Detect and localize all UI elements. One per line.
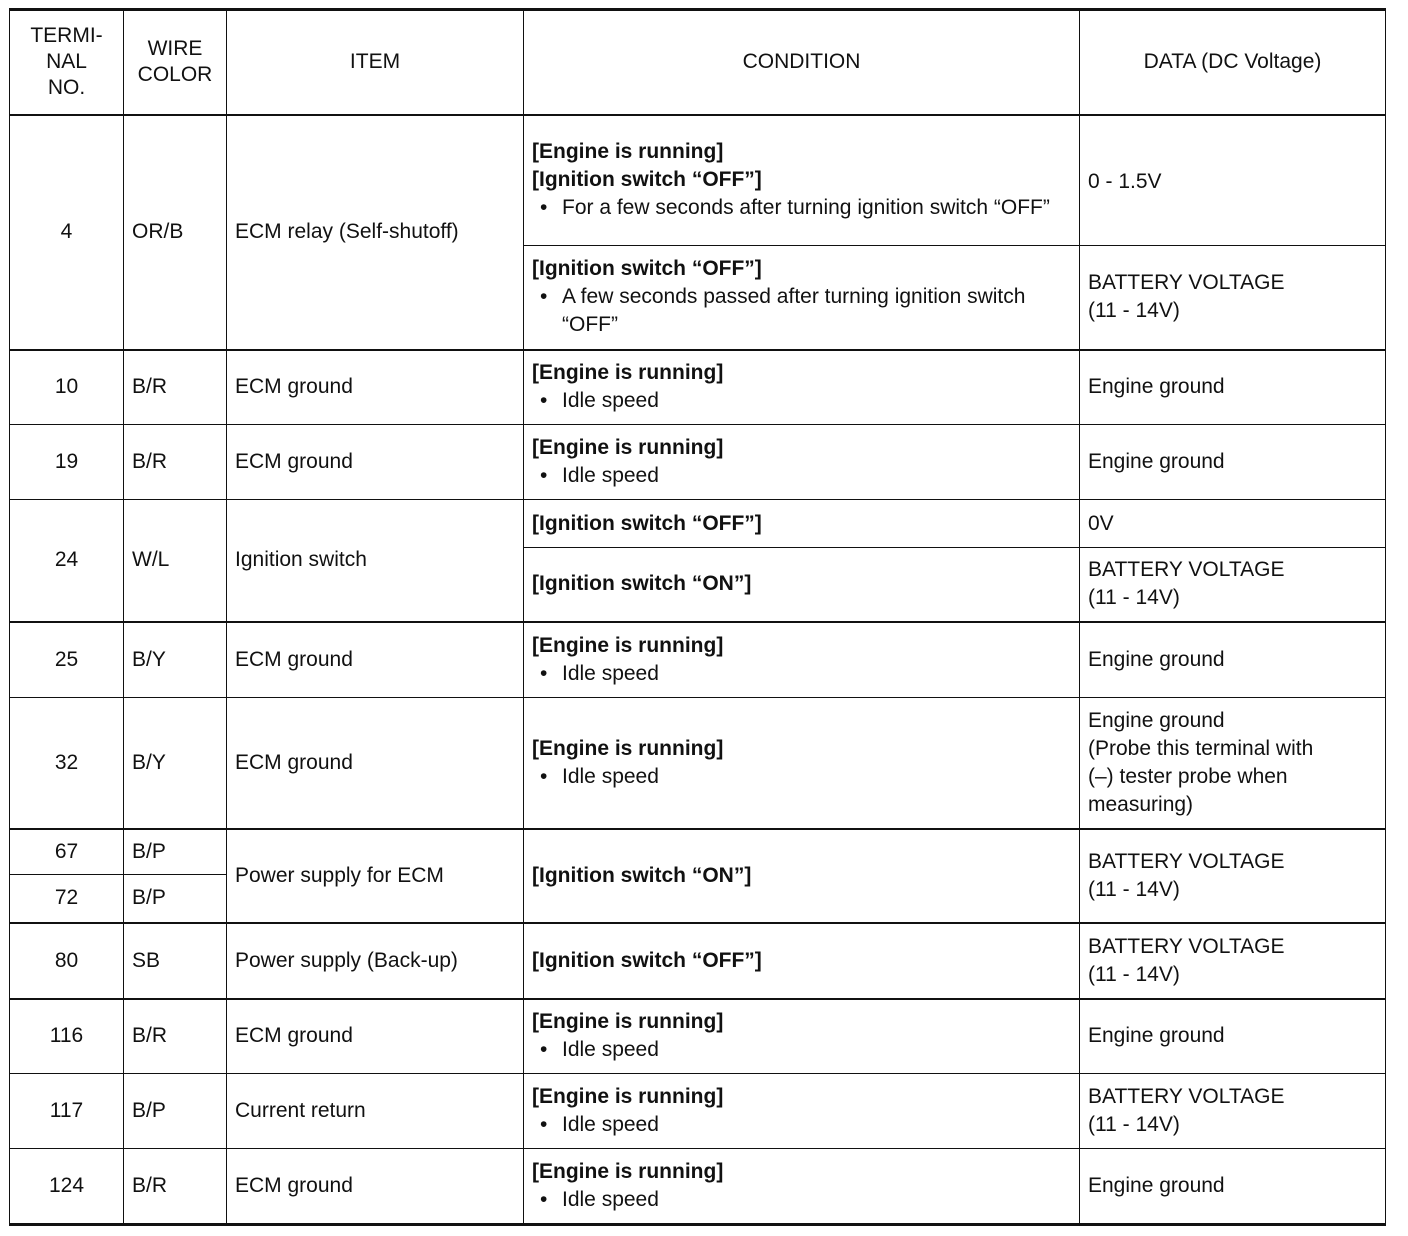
data-cell: 0 - 1.5V	[1080, 115, 1386, 246]
data-line: (Probe this terminal with	[1088, 736, 1314, 760]
header-terminal	[10, 10, 124, 115]
wire-color-cell: W/L	[124, 500, 227, 622]
data-line: Engine ground	[1088, 708, 1225, 732]
header-terminal-line: NAL	[46, 50, 87, 74]
condition-bullet: • Idle speed	[532, 763, 1071, 791]
condition-cell	[524, 246, 1080, 350]
condition-heading: [Ignition switch “OFF”]	[532, 257, 762, 281]
data-line: (11 - 14V)	[1088, 1113, 1180, 1136]
wire-color-cell: B/Y	[124, 622, 227, 698]
condition-bullet: • Idle speed	[532, 462, 1071, 490]
data-line: BATTERY VOLTAGE	[1088, 934, 1285, 958]
condition-heading: [Ignition switch “OFF”]	[532, 168, 762, 192]
wire-color-cell: B/P	[124, 1074, 227, 1149]
wire-color-cell: B/Y	[124, 698, 227, 829]
data-cell	[1080, 923, 1386, 999]
data-line: (11 - 14V)	[1088, 877, 1180, 901]
data-line: (11 - 14V)	[1088, 962, 1180, 986]
terminal-cell: 32	[10, 698, 124, 829]
data-line: BATTERY VOLTAGE	[1088, 1085, 1285, 1108]
condition-heading: [Engine is running]	[532, 736, 724, 760]
table-row	[10, 923, 1386, 999]
data-line: BATTERY VOLTAGE	[1088, 558, 1285, 582]
item-cell: ECM relay (Self-shutoff)	[227, 115, 524, 350]
table-row	[10, 425, 1386, 500]
terminal-cell: 25	[10, 622, 124, 698]
table-row	[10, 1074, 1386, 1149]
terminal-cell: 117	[10, 1074, 124, 1149]
item-cell: ECM ground	[227, 698, 524, 829]
condition-heading: [Engine is running]	[532, 1085, 724, 1108]
condition-heading: [Engine is running]	[532, 1010, 724, 1034]
data-line: (11 - 14V)	[1088, 586, 1180, 610]
condition-bullet: • Idle speed	[532, 1111, 1071, 1139]
terminal-cell: 116	[10, 999, 124, 1074]
table-row	[10, 999, 1386, 1074]
condition-cell	[524, 1149, 1080, 1225]
condition-cell: [Ignition switch “OFF”]	[524, 500, 1080, 548]
wire-color-cell: B/R	[124, 999, 227, 1074]
condition-bullet: • Idle speed	[532, 1186, 1071, 1214]
condition-heading: [Engine is running]	[532, 361, 724, 385]
terminal-cell: 19	[10, 425, 124, 500]
condition-cell	[524, 698, 1080, 829]
wire-color-cell: SB	[124, 923, 227, 999]
wire-color-cell: OR/B	[124, 115, 227, 350]
item-cell: ECM ground	[227, 999, 524, 1074]
condition-cell	[524, 622, 1080, 698]
condition-bullet: • Idle speed	[532, 1036, 1071, 1064]
data-cell	[1080, 829, 1386, 923]
condition-cell	[524, 425, 1080, 500]
item-cell: Power supply for ECM	[227, 829, 524, 923]
data-cell	[1080, 548, 1386, 622]
header-terminal-line: NO.	[47, 76, 86, 100]
header-data: DATA (DC Voltage)	[1080, 10, 1386, 115]
table-row	[10, 350, 1386, 425]
data-cell	[1080, 698, 1386, 829]
item-cell: ECM ground	[227, 622, 524, 698]
item-cell: ECM ground	[227, 350, 524, 425]
header-terminal-line: TERMI-	[30, 24, 103, 48]
condition-heading: [Engine is running]	[532, 436, 724, 459]
header-wire-line: COLOR	[137, 63, 213, 87]
header-row	[10, 10, 1386, 115]
data-cell: Engine ground	[1080, 425, 1386, 500]
table-row	[10, 698, 1386, 829]
table-row	[10, 500, 1386, 548]
condition-cell: [Ignition switch “ON”]	[524, 548, 1080, 622]
item-cell: Current return	[227, 1074, 524, 1149]
condition-cell: [Ignition switch “OFF”]	[524, 923, 1080, 999]
header-wire-line: WIRE	[147, 37, 203, 61]
data-line: measuring)	[1088, 792, 1194, 816]
condition-bullet: • Idle speed	[532, 387, 1071, 415]
data-line: (11 - 14V)	[1088, 299, 1180, 323]
condition-cell	[524, 1074, 1080, 1149]
data-cell: Engine ground	[1080, 622, 1386, 698]
table-row	[10, 1149, 1386, 1225]
condition-cell	[524, 115, 1080, 246]
data-cell: 0V	[1080, 500, 1386, 548]
terminal-cell: 67	[10, 829, 124, 875]
condition-bullet: • A few seconds passed after turning ignition switch “OFF”	[532, 283, 1071, 339]
condition-cell	[524, 350, 1080, 425]
data-cell: Engine ground	[1080, 1149, 1386, 1225]
item-cell: Power supply (Back-up)	[227, 923, 524, 999]
data-line: BATTERY VOLTAGE	[1088, 849, 1285, 873]
condition-bullet: • For a few seconds after turning ignition switch “OFF”	[532, 194, 1071, 222]
header-condition: CONDITION	[524, 10, 1080, 115]
condition-cell: [Ignition switch “ON”]	[524, 829, 1080, 923]
header-wire-color	[124, 10, 227, 115]
condition-bullet: • Idle speed	[532, 660, 1071, 688]
condition-cell	[524, 999, 1080, 1074]
terminal-cell: 4	[10, 115, 124, 350]
wire-color-cell: B/P	[124, 875, 227, 923]
item-cell: ECM ground	[227, 425, 524, 500]
data-line: (–) tester probe when	[1088, 764, 1288, 788]
terminal-cell: 80	[10, 923, 124, 999]
item-cell: Ignition switch	[227, 500, 524, 622]
header-item: ITEM	[227, 10, 524, 115]
condition-heading: [Engine is running]	[532, 1160, 724, 1183]
data-cell: Engine ground	[1080, 999, 1386, 1074]
terminal-cell: 10	[10, 350, 124, 425]
wire-color-cell: B/R	[124, 1149, 227, 1225]
terminal-cell: 24	[10, 500, 124, 622]
data-cell	[1080, 1074, 1386, 1149]
table-row	[10, 115, 1386, 246]
terminal-cell: 124	[10, 1149, 124, 1225]
table-row	[10, 829, 1386, 875]
condition-heading: [Engine is running]	[532, 633, 724, 657]
table-row	[10, 622, 1386, 698]
condition-heading: [Engine is running]	[532, 140, 724, 164]
data-line: BATTERY VOLTAGE	[1088, 271, 1285, 295]
terminal-cell: 72	[10, 875, 124, 923]
terminal-data-table	[9, 8, 1386, 1226]
item-cell: ECM ground	[227, 1149, 524, 1225]
wire-color-cell: B/R	[124, 350, 227, 425]
wire-color-cell: B/R	[124, 425, 227, 500]
data-cell: Engine ground	[1080, 350, 1386, 425]
wire-color-cell: B/P	[124, 829, 227, 875]
data-cell	[1080, 246, 1386, 350]
